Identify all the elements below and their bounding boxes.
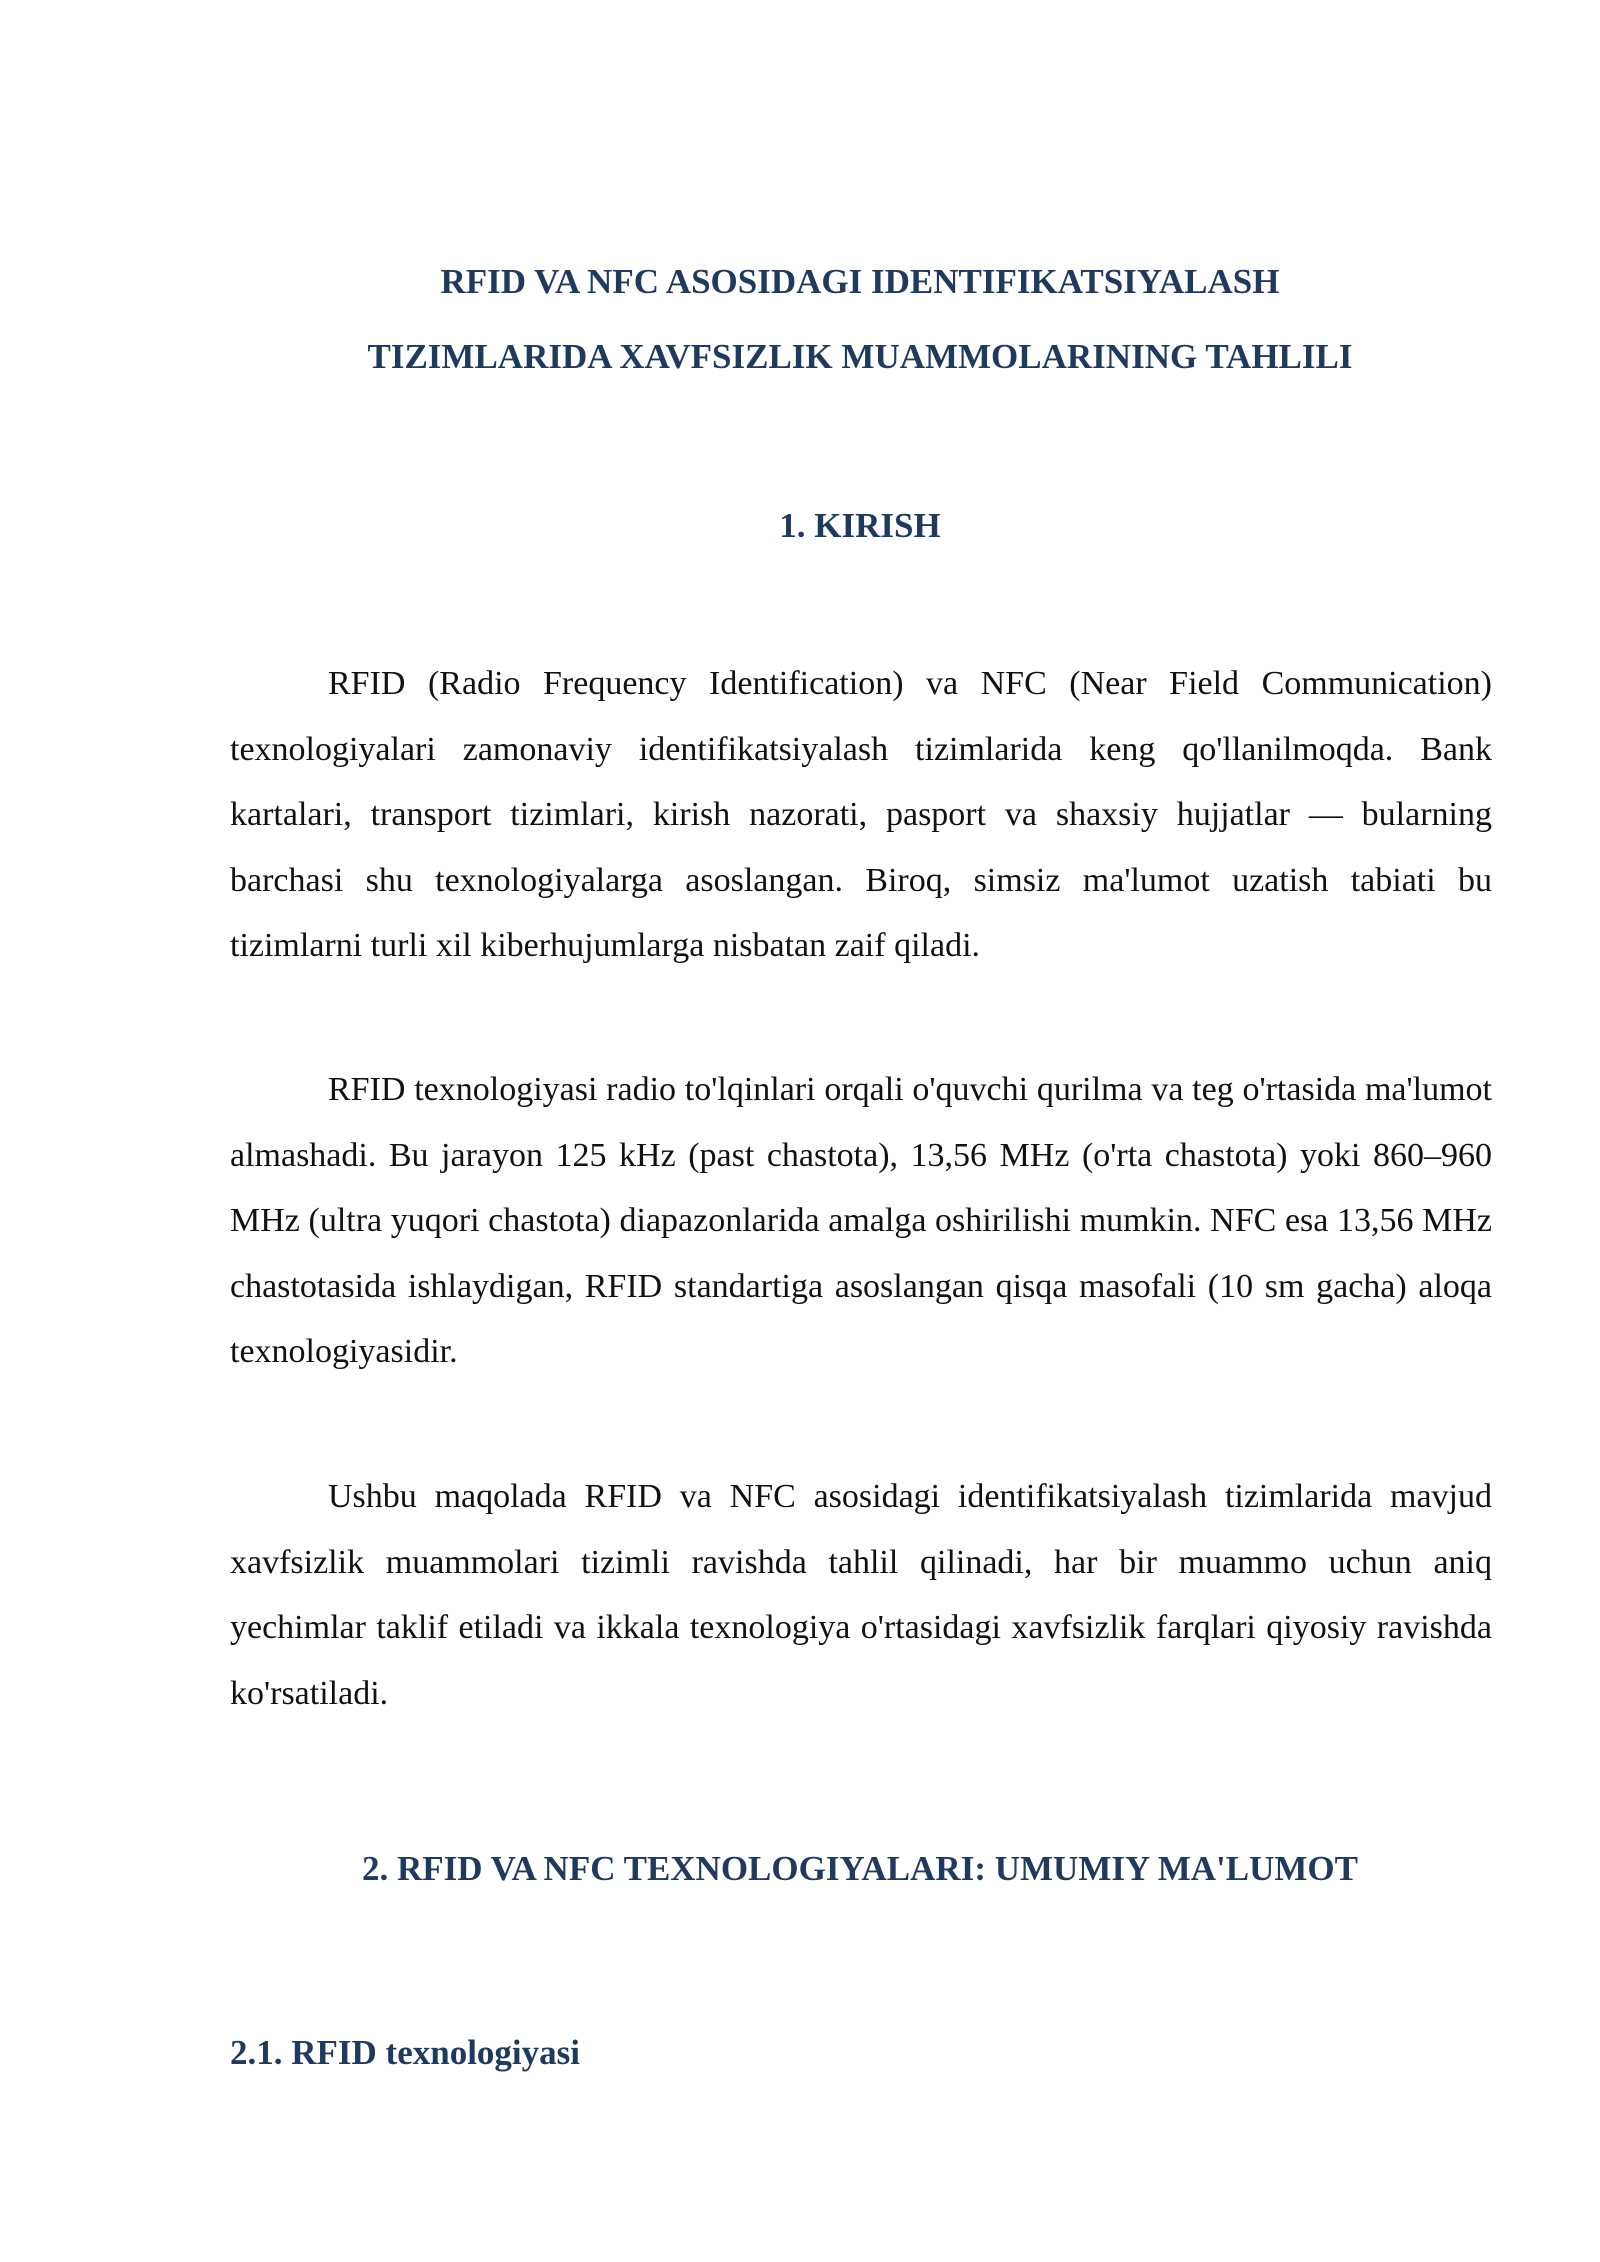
paragraph-1: RFID (Radio Frequency Identification) va NFC (Near Field Communication) texnologiyalari zamonaviy identifikatsiyalash tizimlarida keng qo'llanilmoqda. Bank kartalari, transport tizimlari, kirish nazorati, pasport va shaxsiy hujjatlar — bularning barchasi shu texnologiyalarga asoslangan. Biroq, simsiz ma'lumot uzatish tabiati bu tizimlarni turli xil kiberhujumlarga nisbatan zaif qiladi. [230,665,1492,964]
section-heading-introduction: 1. KIRISH [779,506,941,545]
title-line-2: TIZIMLARIDA XAVFSIZLIK MUAMMOLARINING TAHLILI [367,337,1353,376]
document-title [230,244,1490,394]
subsection-heading-rfid: 2.1. RFID texnologiyasi [230,2033,580,2072]
paragraph-3: Ushbu maqolada RFID va NFC asosidagi identifikatsiyalash tizimlarida mavjud xavfsizlik muammolari tizimli ravishda tahlil qilinadi, har bir muammo uchun aniq yechimlar taklif etiladi va ikkala texnologiya o'rtasidagi xavfsizlik farqlari qiyosiy ravishda ko'rsatiladi. [230,1478,1492,1712]
section-heading-overview: 2. RFID VA NFC TEXNOLOGIYALARI: UMUMIY MA'LUMOT [362,1849,1358,1888]
paragraph-2: RFID texnologiyasi radio to'lqinlari orqali o'quvchi qurilma va teg o'rtasida ma'lumot almashadi. Bu jarayon 125 kHz (past chastota), 13,56 MHz (o'rta chastota) yoki 860–960 MHz (ultra yuqori chastota) diapazonlarida amalga oshirilishi mumkin. NFC esa 13,56 MHz chastotasida ishlaydigan, RFID standartiga asoslangan qisqa masofali (10 sm gacha) aloqa texnologiyasidir. [230,1071,1492,1370]
title-line-1: RFID VA NFC ASOSIDAGI IDENTIFIKATSIYALASH [440,262,1280,301]
